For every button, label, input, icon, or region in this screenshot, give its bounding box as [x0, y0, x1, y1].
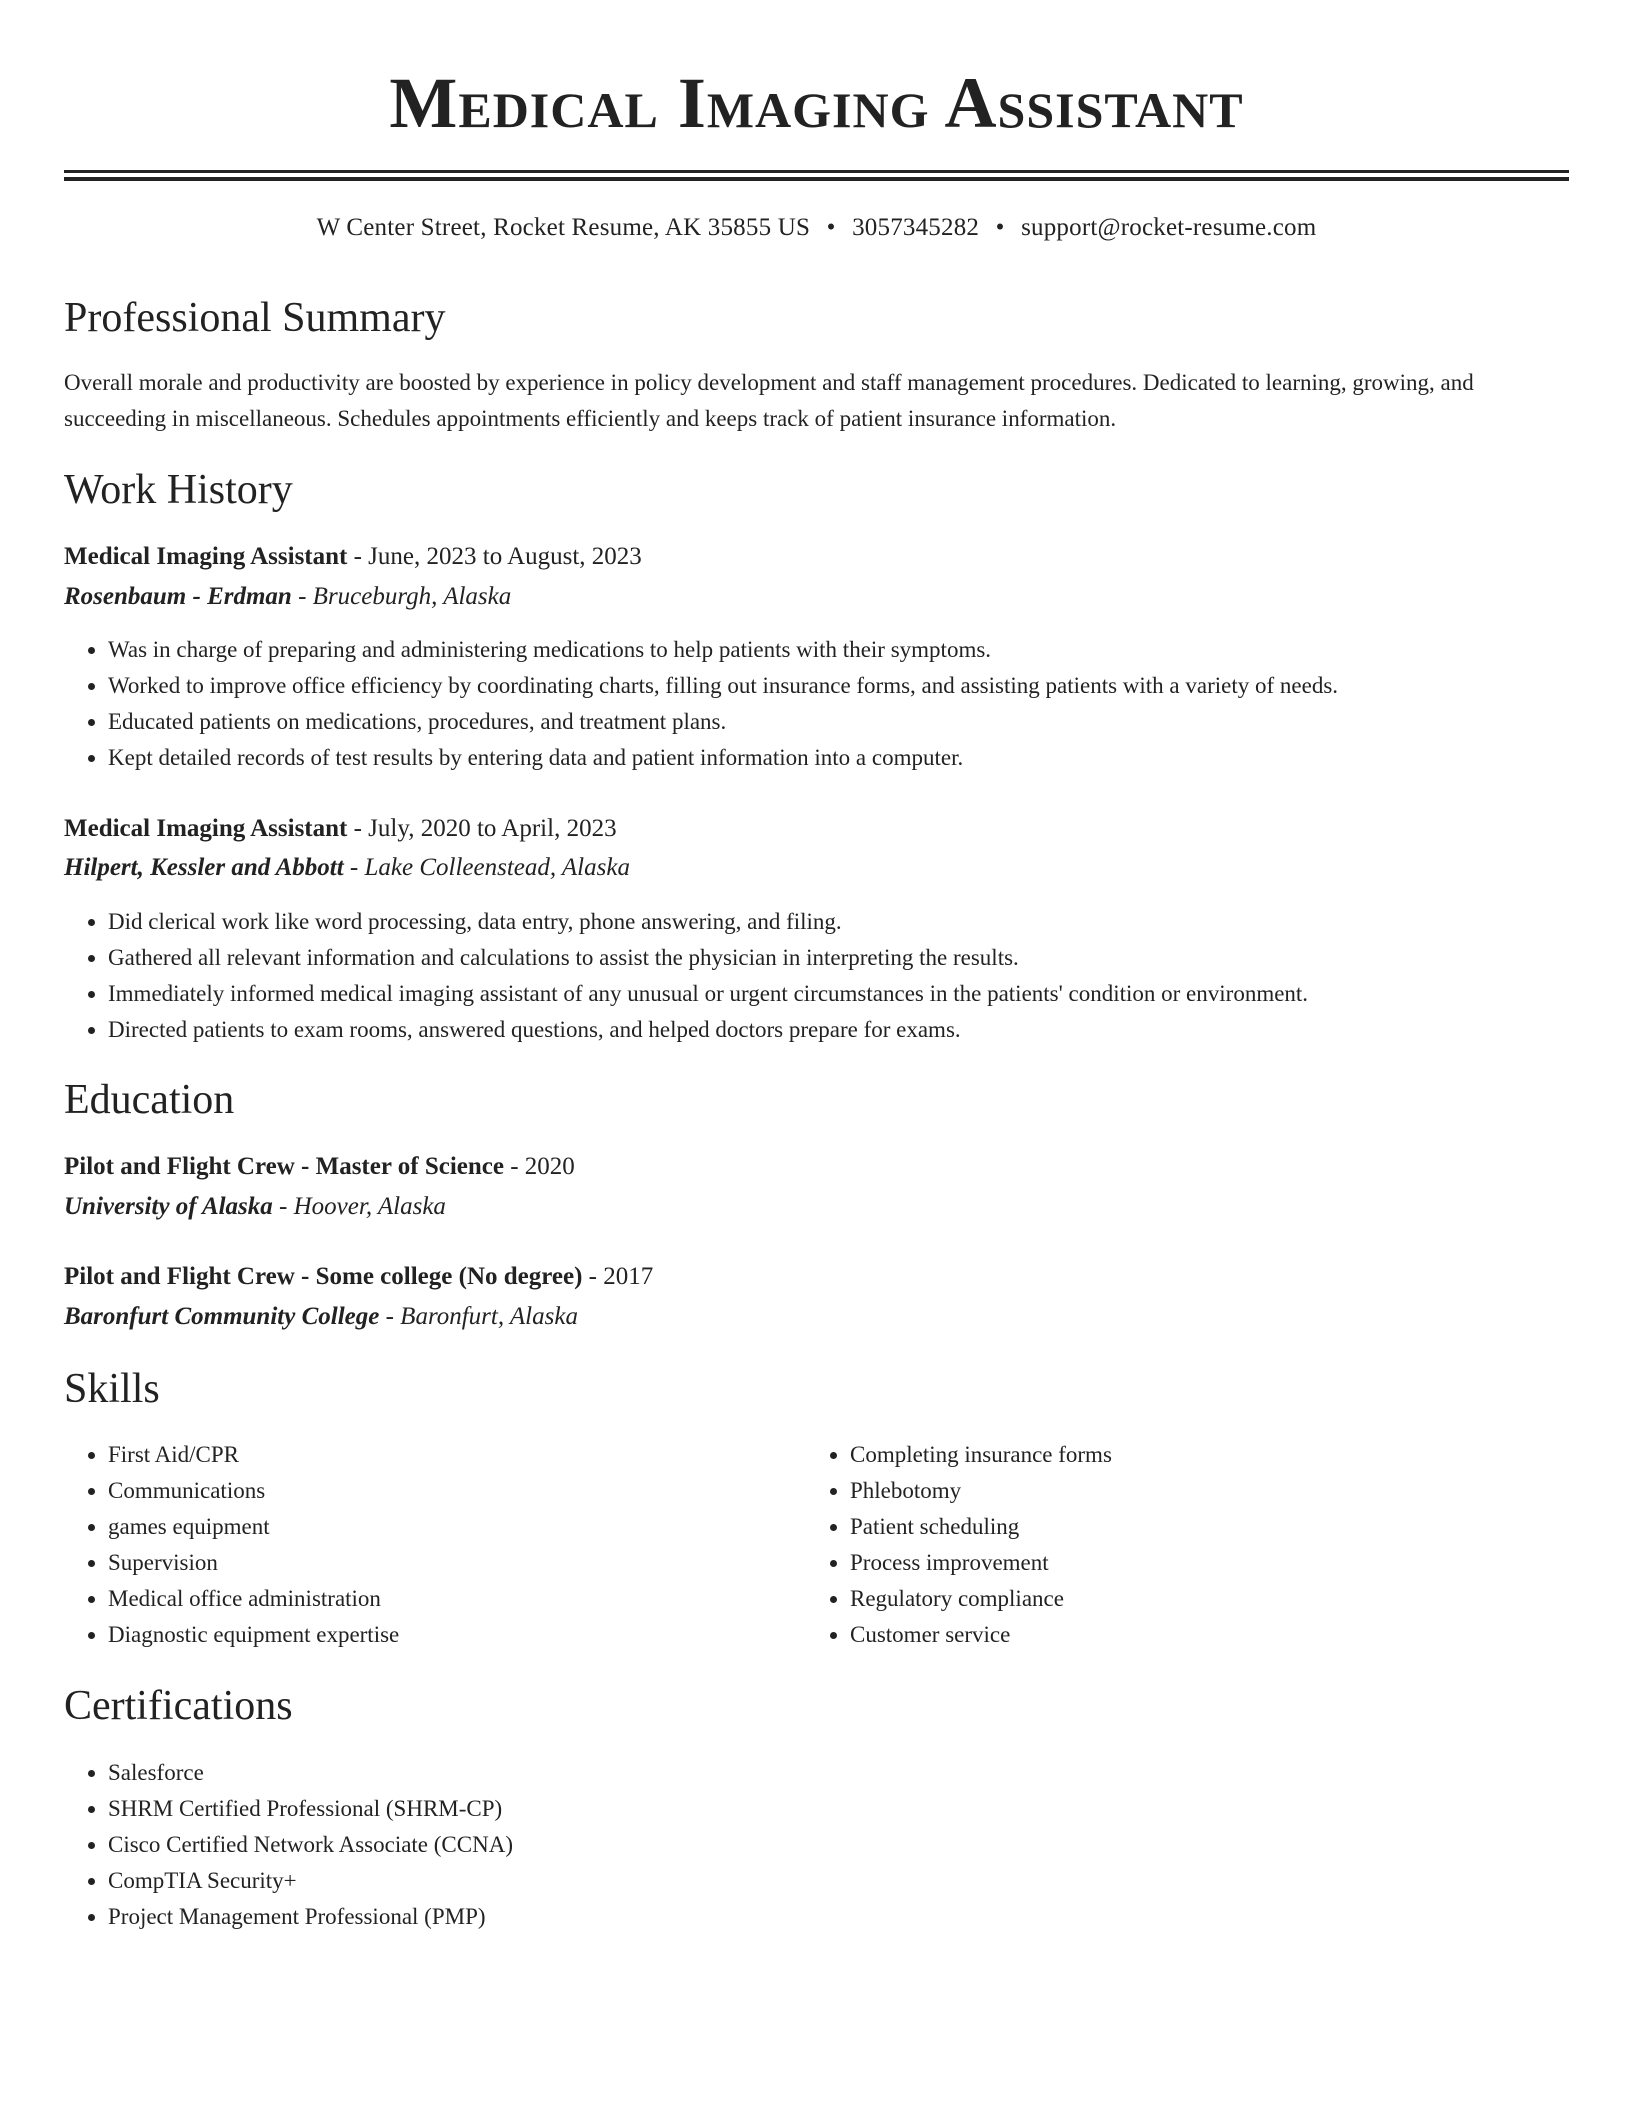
section-title-summary: Professional Summary	[64, 295, 446, 341]
education-heading	[64, 1257, 653, 1297]
education-heading	[64, 1147, 575, 1187]
skill-item: • Process improvement	[850, 1545, 1548, 1581]
skills-column-right	[806, 1437, 1548, 1653]
skill-item: • First Aid/CPR	[108, 1437, 806, 1473]
resume-page	[64, 0, 1569, 1929]
job-duties-list	[64, 632, 1613, 776]
skills-list	[806, 1437, 1548, 1653]
list-item: • Was in charge of preparing and administering medications to help patients with their symptoms.	[108, 632, 1613, 668]
certification-item: • Cisco Certified Network Associate (CCNA)	[108, 1827, 1613, 1863]
contact-address: W Center Street, Rocket Resume, AK 35855 US	[316, 214, 811, 241]
skill-item: • Supervision	[108, 1545, 806, 1581]
job-company: Rosenbaum - Erdman	[64, 583, 292, 610]
skill-item: • Patient scheduling	[850, 1509, 1548, 1545]
contact-line	[64, 212, 1569, 244]
contact-email: support@rocket-resume.com	[1021, 214, 1317, 241]
certification-item: • CompTIA Security+	[108, 1863, 1613, 1899]
section-title-work-history: Work History	[64, 467, 293, 513]
education-year: - 2020	[503, 1153, 575, 1180]
list-item: • Worked to improve office efficiency by coordinating charts, filling out insurance forms, and assisting patients with a variety of needs.	[108, 668, 1613, 704]
candidate-name: Medical Imaging Assistant	[389, 63, 1244, 143]
education-year: - 2017	[582, 1263, 654, 1290]
job-role: Medical Imaging Assistant	[64, 543, 348, 570]
certification-item: • Project Management Professional (PMP)	[108, 1899, 1613, 1935]
skill-item: • Phlebotomy	[850, 1473, 1548, 1509]
job-company: Hilpert, Kessler and Abbott	[64, 854, 344, 881]
certification-item: • Salesforce	[108, 1755, 1613, 1791]
job-dates: - July, 2020 to April, 2023	[347, 815, 617, 842]
skills-list	[64, 1437, 806, 1653]
job-heading	[64, 537, 642, 577]
skills-column-left	[64, 1437, 806, 1653]
skill-item: • Medical office administration	[108, 1581, 806, 1617]
section-title-skills: Skills	[64, 1366, 160, 1412]
job-heading	[64, 809, 617, 849]
certifications-list	[64, 1755, 1613, 1935]
header-divider	[64, 170, 1569, 181]
skill-item: • Completing insurance forms	[850, 1437, 1548, 1473]
job-duties-list	[64, 904, 1613, 1048]
list-item: • Immediately informed medical imaging assistant of any unusual or urgent circumstances in the patients' condition or environment.	[108, 976, 1613, 1012]
section-title-certifications: Certifications	[64, 1683, 293, 1729]
skills-columns	[64, 1437, 1569, 1653]
list-item: • Kept detailed records of test results by entering data and patient information into a computer.	[108, 740, 1613, 776]
list-item: • Gathered all relevant information and calculations to assist the physician in interpreting the results.	[108, 940, 1613, 976]
list-item: • Directed patients to exam rooms, answered questions, and helped doctors prepare for exams.	[108, 1012, 1613, 1048]
education-institution	[64, 1187, 446, 1227]
skill-item: • Customer service	[850, 1617, 1548, 1653]
education-location: - Baronfurt, Alaska	[379, 1303, 578, 1330]
education-degree: Pilot and Flight Crew - Some college (No degree)	[64, 1263, 583, 1290]
education-degree: Pilot and Flight Crew - Master of Science	[64, 1153, 504, 1180]
job-employer	[64, 848, 630, 888]
contact-separator: •	[826, 214, 836, 241]
list-item: • Did clerical work like word processing, data entry, phone answering, and filing.	[108, 904, 1613, 940]
contact-phone: 3057345282	[852, 214, 980, 241]
job-dates: - June, 2023 to August, 2023	[347, 543, 642, 570]
education-school: Baronfurt Community College	[64, 1303, 380, 1330]
skill-item: • Communications	[108, 1473, 806, 1509]
skill-item: • Diagnostic equipment expertise	[108, 1617, 806, 1653]
skill-item: • games equipment	[108, 1509, 806, 1545]
job-role: Medical Imaging Assistant	[64, 815, 348, 842]
list-item: • Educated patients on medications, procedures, and treatment plans.	[108, 704, 1613, 740]
contact-separator: •	[995, 214, 1005, 241]
summary-text: Overall morale and productivity are boosted by experience in policy development and staff management procedures. Dedicated to learning, growing, and succeeding in miscellaneous. Schedules appointments efficiently and keeps track of patient insurance information.	[64, 370, 1474, 431]
section-title-education: Education	[64, 1077, 235, 1123]
job-location: - Lake Colleenstead, Alaska	[343, 854, 630, 881]
job-location: - Bruceburgh, Alaska	[291, 583, 512, 610]
education-location: - Hoover, Alaska	[272, 1193, 446, 1220]
job-employer	[64, 577, 511, 617]
education-school: University of Alaska	[64, 1193, 273, 1220]
skill-item: • Regulatory compliance	[850, 1581, 1548, 1617]
certification-item: • SHRM Certified Professional (SHRM-CP)	[108, 1791, 1613, 1827]
education-institution	[64, 1297, 578, 1337]
